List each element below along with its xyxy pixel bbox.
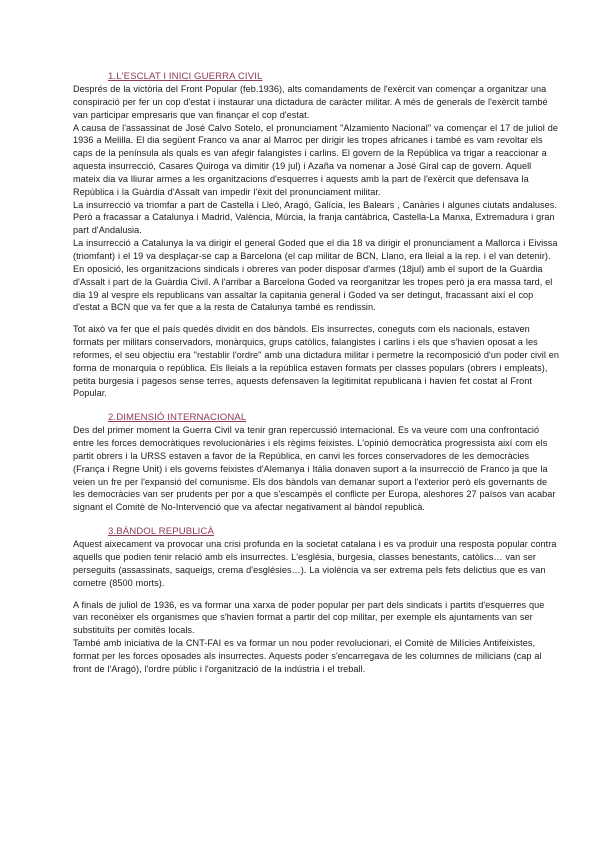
paragraph: La insurrecció va triomfar a part de Castella i Lleó, Aragó, Galícia, les Balears , Canàries i algunes ciutats andaluses. Però a fracassar a Catalunya i Madrid, València, Múrcia, la franja cantàbrica, Castella-La Manxa, Extremadura i gran part d'Andalusia. [73,199,557,236]
paragraph: Després de la victòria del Front Popular (feb.1936), alts comandaments de l'exèrcit van començar a organitzar una conspiració per fer un cop d'estat i instaurar una dictadura de caràcter militar. A més de generals de l'exèrcit també van participar empresaris que van finançar el cop d'estat. [73,84,548,120]
section-dimensio-internacional [73,411,560,514]
section-esclat-guerra-civil [73,70,560,400]
paragraph: Tot això va fer que el país quedés dividit en dos bàndols. Els insurrectes, coneguts com els nacionals, estaven formats per militars conservadors, monàrquics, grups catòlics, falangistes i carlins i els que s'havien oposat a les reformes, el seu objectiu era "restablir l'ordre" amb una dictadura militar i permetre la recomposició d'un poder civil en forma de monarquia o república. Els lleials a la república estaven formats per classes populars (obrers i empleats), petita burgesia i pagesos sense terres, aquests defensaven la legitimitat republicana i havien fet costat al Front Popular. [73,324,560,399]
section-heading: 1.L'ESCLAT I INICI GUERRA CIVIL [108,71,263,82]
paragraph: Aquest aixecament va provocar una crisi profunda en la societat catalana i es va produir una resposta popular contra aquells que podien tenir relació amb els insurrectes. L'església, burgesia, classes benestants, catòlics… van ser perseguits (assassinats, saqueigs, crema d'esglésies…). La violència va ser extrema pels fets delictius que es van cometre (8500 morts). [73,539,557,588]
paragraph: A causa de l'assassinat de José Calvo Sotelo, el pronunciament "Alzamiento Nacional" va començar el 17 de juliol de 1936 a Melilla. El dia següent Franco va anar al Marroc per dirigir les tropes africanes i també es vam revoltar els caps de la península als quals es van afegir falangistes i carlins. El govern de la República va trigar a reaccionar a aquesta insurrecció, Casares Quiroga va dimitir (19 jul) i Azaña va nomenar a José Giral cap de govern. Aquell mateix dia va lliurar armes a les organitzacions d'esquerres i aquests amb la part de l'exèrcit que defensava la República i la Guàrdia d'Assalt van impedir l'èxit del pronunciament militar. [73,122,559,197]
paragraph: També amb iniciativa de la CNT-FAI es va formar un nou poder revolucionari, el Comitè de Milícies Antifeixistes, format per les forces oposades als insurrectes. Aquests poder s'encarregava de les columnes de milicians (cap al front de l'Aragó), l'ordre públic i l'organització de la indústria i el treball. [73,638,542,674]
paragraph: A finals de juliol de 1936, es va formar una xarxa de poder popular per part dels sindicats i partits d'esquerres que van reconèixer els organismes que s'havien format a partir del cop militar, per exemple els ajuntaments van ser substituïts per comitès locals. [73,599,545,636]
section-heading: 3.BÀNDOL REPUBLICÀ [108,526,214,538]
section-bandol-republica [73,525,560,675]
section-heading: 2.DIMENSIÓ INTERNACIONAL [108,412,247,424]
paragraph: La insurrecció a Catalunya la va dirigir el general Goded que el dia 18 va dirigir el pronunciament a Mallorca i Eivissa (triomfant) i el 19 va desplaçar-se cap a Barcelona (el cap militar de BCN, Llano, era lleial a la rep. i el van detenir). En oposició, les organitzacions sindicals i obreres van poder disposar d'armes (18jul) amb el suport de la Guàrdia d'Assalt i part de la Guàrdia Civil. A l'arribar a Barcelona Goded va reorganitzar les tropes però ja era massa tard, el dia 19 al vespre els republicans van assaltar la capitania general i Goded va ser detingut, fracassant així el cop d'estat a BCN que va fer que a la resta de Catalunya també es rendissin. [73,238,558,313]
paragraph: Des del primer moment la Guerra Civil va tenir gran repercussió internacional. Es va veure com una confrontació entre les forces democràtiques revolucionàries i els règims feixistes. L'opinió democràtica progressista així com els partit obrers i la URSS estaven a favor de la República, en canvi les forces conservadores de les democràcies (França i Regne Unit) i els governs feixistes d'Alemanya i Itàlia donaven suport a la insurrecció de Franco ja que la veien un fre per l'expansió del comunisme. Els dos bàndols van demanar suport a l'exterior però els governants de les democràcies van ser prudents per por a que s'escampés el conflicte per Europa, aleshores 27 països van acabar signant el Comitè de No-Intervenció que va afectar negativament al bàndol republicà. [73,425,556,513]
